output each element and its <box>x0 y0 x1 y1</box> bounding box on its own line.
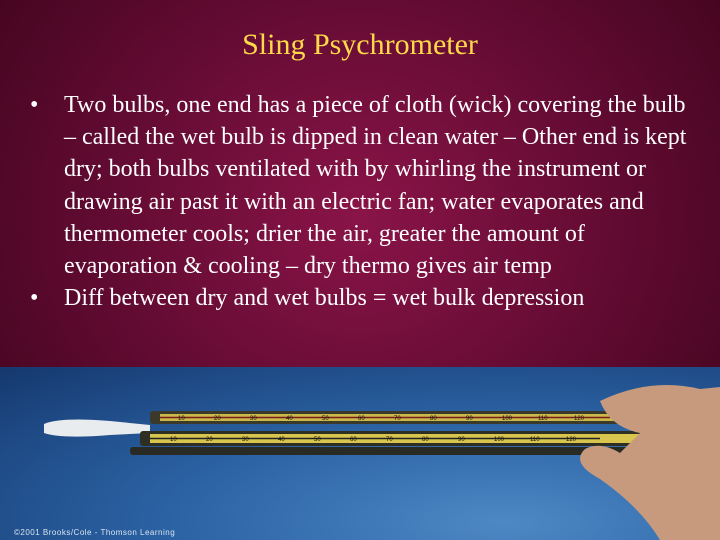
scale-label: 100 <box>502 416 513 422</box>
scale-label: 10 <box>170 437 177 443</box>
bullet-text: Two bulbs, one end has a piece of cloth (wick) covering the bulb – called the wet bulb is dipped in clean water – Other end is kept dry; both bulbs ventilated with by whirling the instrument or drawing air past it with an electric fan; water evaporates and thermometer cools; drier the air, greater the amount of evaporation & cooling – dry thermo gives air temp <box>64 92 687 280</box>
scale-label: 40 <box>286 416 293 422</box>
psychrometer-photo <box>0 367 720 540</box>
bullet-item <box>30 282 690 314</box>
scale-label: 90 <box>466 416 473 422</box>
bullet-item <box>30 89 690 282</box>
scale-label: 70 <box>394 416 401 422</box>
bullet-dot: • <box>30 92 39 118</box>
scale-label: 110 <box>530 437 540 443</box>
scale-label: 80 <box>422 437 429 443</box>
frame-bar <box>130 447 650 455</box>
psychrometer-illustration <box>0 367 720 540</box>
scale-label: 10 <box>178 416 185 422</box>
copyright-text: ©2001 Brooks/Cole - Thomson Learning <box>14 528 176 537</box>
scale-label: 70 <box>386 437 393 443</box>
scale-label: 110 <box>538 416 548 422</box>
scale-label: 120 <box>574 416 585 422</box>
scale-label: 50 <box>314 437 321 443</box>
scale-label: 90 <box>458 437 465 443</box>
scale-label: 120 <box>566 437 577 443</box>
wick-cloth <box>44 420 150 437</box>
scale-label: 30 <box>242 437 249 443</box>
scale-label: 80 <box>430 416 437 422</box>
scale-label: 20 <box>206 437 213 443</box>
scale-label: 30 <box>250 416 257 422</box>
bullet-list <box>30 89 690 314</box>
bullet-dot: • <box>30 285 39 312</box>
scale-label: 50 <box>322 416 329 422</box>
scale-label: 40 <box>278 437 285 443</box>
scale-label: 20 <box>214 416 221 422</box>
scale-label: 100 <box>494 437 505 443</box>
bullet-text: Diff between dry and wet bulbs = wet bulk depression <box>64 285 585 312</box>
scale-label: 60 <box>350 437 357 443</box>
slide-title: Sling Psychrometer <box>242 28 478 61</box>
scale-label: 60 <box>358 416 365 422</box>
hand <box>580 385 720 540</box>
